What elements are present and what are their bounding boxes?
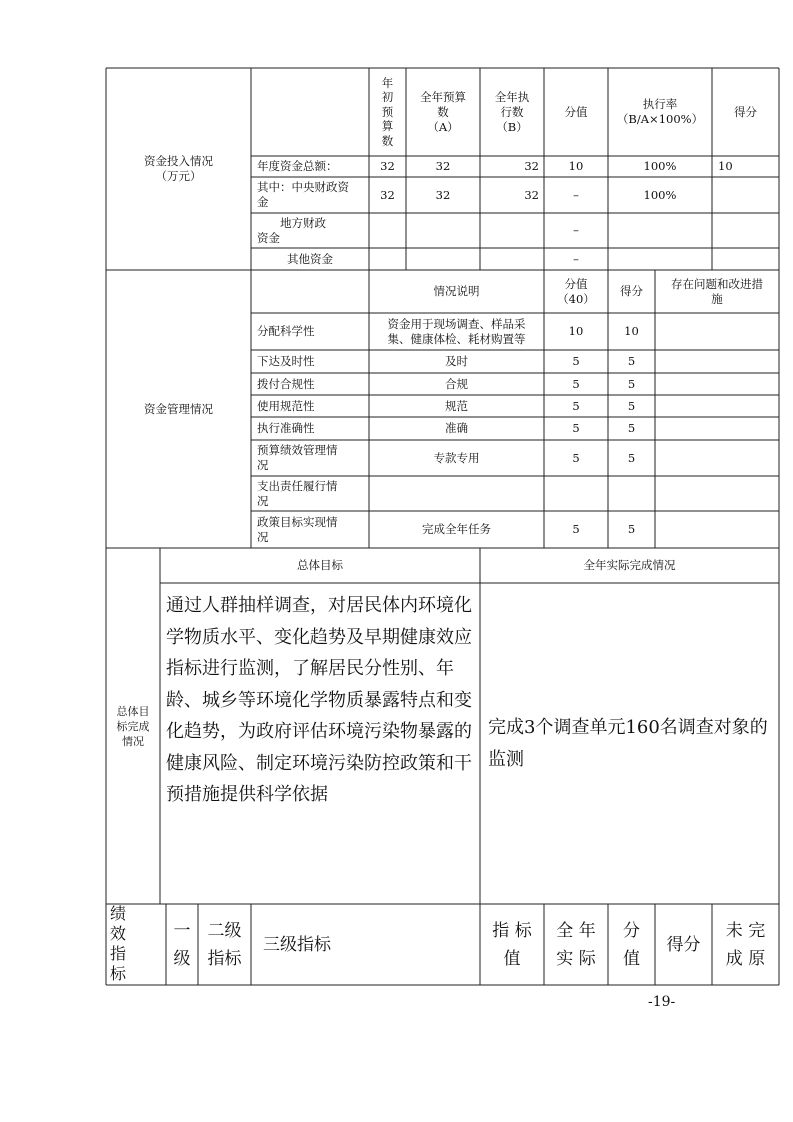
- col-level3: 三级指标: [263, 934, 331, 955]
- fund-row-executed: [480, 248, 544, 270]
- fund-row-rate: 100%: [643, 187, 677, 202]
- mgmt-row-desc: 专款专用: [433, 450, 480, 465]
- col-exec-rate: 执行率 （B/A×100%）: [616, 97, 704, 126]
- fund-row-label: 其中：中央财政资 金: [257, 180, 349, 209]
- col-ind-score: 得分: [666, 934, 701, 955]
- mgmt-row-desc: 及时: [445, 354, 468, 368]
- fund-row-rate: [608, 248, 712, 270]
- fund-row-budget: [406, 213, 480, 248]
- mgmt-row-desc: 规范: [445, 398, 468, 413]
- mgmt-row-label: 预算绩效管理情 况: [257, 443, 338, 472]
- indicator-left-label: 绩 效 指 标: [110, 904, 127, 983]
- mgmt-row-desc: 资金用于现场调查、样品采 集、健康体检、耗材购置等: [387, 316, 526, 346]
- mgmt-row-desc: 准确: [445, 421, 468, 435]
- mgmt-section-label: 资金管理情况: [144, 401, 213, 416]
- goal-target-text: 通过人群抽样调查，对居民体内环境化学物质水平、变化趋势及早期健康效应指标进行监测，了解居民分性别、年龄、城乡等环境化学物质暴露特点和变化趋势，为政府评估环境污染物暴露的健康风险、制定环境污染防控政策和干预措施提供科学依据: [166, 595, 472, 805]
- goal-section-label: 总体目 标完成 情况: [116, 704, 150, 748]
- col-mgmt-score: 得分: [620, 284, 643, 298]
- fund-row-score: [712, 177, 779, 213]
- mgmt-row-desc: 合规: [445, 376, 468, 391]
- mgmt-row-score: 5: [627, 376, 636, 391]
- fund-row-value: –: [573, 187, 579, 202]
- mgmt-row-value: [544, 476, 608, 511]
- mgmt-row-value: 5: [572, 376, 580, 391]
- col-full-budget: 全年预算 数 （A）: [420, 89, 466, 134]
- mgmt-row-score: [608, 476, 655, 511]
- mgmt-row-label: 使用规范性: [257, 398, 315, 413]
- mgmt-row-label: 拨付合规性: [257, 376, 315, 391]
- mgmt-row-value: 5: [572, 450, 580, 465]
- fund-row-label: 地方财政 资金: [257, 215, 326, 245]
- mgmt-row-score: 5: [627, 421, 636, 435]
- mgmt-row-value: 5: [572, 421, 580, 435]
- fund-section-label: 资金投入情况 （万元）: [144, 154, 213, 183]
- fund-row-initial: [369, 248, 406, 270]
- fund-row-initial: 32: [380, 187, 395, 202]
- col-level1: 一 级: [173, 920, 191, 969]
- col-unfinished-reason: 未 完 成 原: [725, 920, 766, 969]
- fund-row-initial: [369, 213, 406, 248]
- fund-row-label: 其他资金: [287, 251, 333, 266]
- fund-row-value: –: [573, 251, 579, 266]
- fund-row-value: 10: [568, 159, 584, 173]
- fund-row-score: [712, 213, 779, 248]
- col-initial-budget: 年 初 预 算 数: [381, 75, 394, 148]
- col-level2: 二级 指标: [207, 920, 242, 969]
- col-target-value: 指 标 值: [492, 920, 532, 969]
- col-ind-score-value: 分 值: [623, 920, 640, 969]
- fund-row-budget: 32: [435, 159, 451, 173]
- col-desc: 情况说明: [433, 284, 480, 298]
- mgmt-row-value: 5: [572, 398, 580, 413]
- mgmt-row-desc: [369, 476, 544, 511]
- mgmt-row-label: 政策目标实现情 况: [257, 514, 338, 544]
- col-actual: 全年实际完成情况: [583, 558, 676, 572]
- mgmt-row-value: 10: [568, 324, 584, 338]
- col-issues: 存在问题和改进措 施: [671, 276, 763, 306]
- mgmt-row-score: 5: [627, 398, 636, 413]
- mgmt-row-score: 5: [627, 450, 636, 465]
- fund-row-budget: [406, 248, 480, 270]
- mgmt-row-score: 5: [627, 354, 636, 368]
- fund-row-score: 10: [718, 159, 733, 173]
- mgmt-row-value: 5: [572, 522, 580, 536]
- fund-row-budget: 32: [435, 187, 451, 202]
- mgmt-row-value: 5: [572, 354, 580, 368]
- page-number: -19-: [648, 994, 676, 1010]
- fund-row-label: 年度资金总额：: [257, 159, 338, 173]
- col-executed: 全年执 行数 （B）: [494, 89, 530, 134]
- mgmt-row-label: 分配科学性: [257, 324, 315, 338]
- col-mgmt-value: 分值 （40）: [557, 276, 595, 306]
- fund-row-value: –: [573, 223, 579, 237]
- mgmt-row-score: 5: [627, 522, 636, 536]
- goal-actual-text: 完成3个调查单元160名调查对象的监测: [488, 717, 768, 770]
- mgmt-row-desc: 完成全年任务: [422, 522, 491, 536]
- mgmt-row-label: 支出责任履行情 况: [257, 478, 338, 508]
- fund-row-executed: 32: [524, 159, 539, 173]
- col-score: 得分: [734, 104, 757, 119]
- mgmt-row-label: 执行准确性: [257, 421, 315, 435]
- fund-row-executed: 32: [524, 187, 539, 202]
- fund-row-rate: 100%: [643, 159, 677, 173]
- col-score-value: 分值: [564, 104, 588, 119]
- fund-row-rate: [608, 213, 712, 248]
- fund-row-score: [712, 248, 779, 270]
- col-target: 总体目标: [297, 558, 343, 572]
- col-annual-actual: 全 年 实 际: [556, 920, 596, 969]
- mgmt-row-label: 下达及时性: [257, 354, 315, 368]
- fund-row-executed: [480, 213, 544, 248]
- mgmt-row-score: 10: [624, 324, 639, 338]
- fund-row-initial: 32: [380, 159, 395, 173]
